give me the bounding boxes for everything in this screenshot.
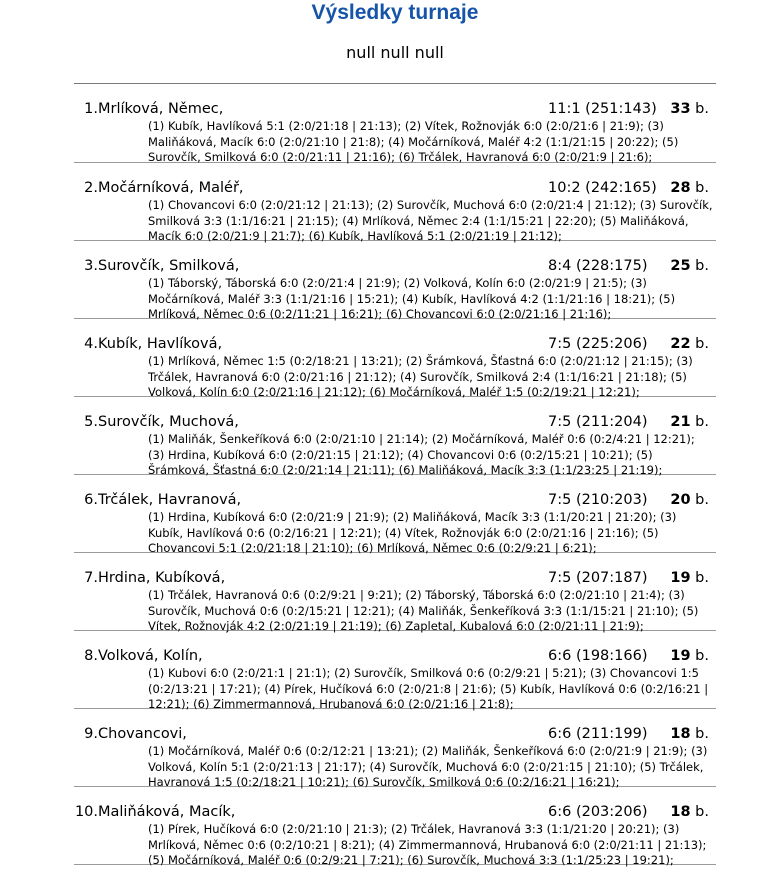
entry-header xyxy=(74,256,716,276)
entry-points xyxy=(670,802,709,822)
entry-matches: (1) Mrlíková, Němec 1:5 (0:2/18:21 | 13:21); (2) Šrámková, Šťastná 6:0 (2:0/21:12 | 21:15); (3) Trčálek, Havranová 6:0 (2:0/21:16 | 21:12); (4) Surovčík, Smilková 2:4 (1:1/16:21 | 21:18); (5) Volková, Kolín 6:0 (2:0/21:16 | 21:12); (6) Močárníková, Maléř 1:5 (0:2/19:21 | 12:21); xyxy=(148,354,693,399)
entry-header xyxy=(74,178,716,198)
entry-matches: (1) Močárníková, Maléř 0:6 (0:2/12:21 | 13:21); (2) Maliňák, Šenkeříková 6:0 (2:0/21:9 | 21:9); (3) Volková, Kolín 5:1 (2:0/21:13 | 21:17); (4) Surovčík, Muchová 6:0 (2:0/21:15 | 21:10); (5) Trčálek, Havranová 1:5 (0:2/18:21 | 10:21); (6) Surovčík, Smilková 0:6 (0:2/16:21 | 16:21); xyxy=(148,744,708,789)
entry-points-value: 19 xyxy=(670,570,691,586)
result-entry xyxy=(74,475,716,553)
entry-score: 8:4 (228:175) xyxy=(548,258,648,274)
entry-points xyxy=(670,99,709,119)
entry-team-name: Maliňáková, Macík, xyxy=(98,804,236,820)
page-title: Výsledky turnaje xyxy=(311,1,479,24)
entry-rank-name xyxy=(84,412,239,432)
entry-rank: 4. xyxy=(84,336,98,352)
result-entry xyxy=(74,787,716,865)
entry-matches: (1) Kubovi 6:0 (2:0/21:1 | 21:1); (2) Surovčík, Smilková 0:6 (0:2/9:21 | 5:21); (3) Chovancovi 1:5 (0:2/13:21 | 17:21); (4) Pírek, Hučíková 6:0 (2:0/21:8 | 21:6); (5) Kubík, Havlíková 0:6 (0:2/16:21 | 12:21); (6) Zimmermannová, Hrubanová 6:0 (2:0/21:16 | 21:8); xyxy=(148,666,709,711)
entry-team-name: Volková, Kolín, xyxy=(98,648,203,664)
entry-matches: (1) Chovancovi 6:0 (2:0/21:12 | 21:13); (2) Surovčík, Muchová 6:0 (2:0/21:4 | 21:12); (3) Surovčík, Smilková 3:3 (1:1/16:21 | 21:15); (4) Mrlíková, Němec 2:4 (1:1/15:21 | 22:20); (5) Maliňáková, Macík 6:0 (2:0/21:9 | 21:7); (6) Kubík, Havlíková 5:1 (2:0/21:19 | 21:12); xyxy=(148,198,713,243)
entry-rank: 1. xyxy=(84,101,98,117)
entry-points xyxy=(670,256,709,276)
entry-rank: 10. xyxy=(74,804,98,820)
result-entry xyxy=(74,241,716,319)
entry-points xyxy=(670,334,709,354)
entry-team-name: Trčálek, Havranová, xyxy=(98,492,242,508)
entry-rank: 8. xyxy=(84,648,98,664)
entry-points xyxy=(670,490,709,510)
result-entry xyxy=(74,84,716,163)
entry-team-name: Kubík, Havlíková, xyxy=(98,336,223,352)
entry-matches: (1) Pírek, Hučíková 6:0 (2:0/21:10 | 21:3); (2) Trčálek, Havranová 3:3 (1:1/21:20 | 20:21); (3) Mrlíková, Němec 0:6 (0:2/10:21 | 8:21); (4) Zimmermannová, Hrubanová 6:0 (2:0/21:11 | 21:13); (5) Močárníková, Maléř 0:6 (0:2/9:21 | 7:21); (6) Surovčík, Muchová 3:3 (1:1/25:23 | 19:21); xyxy=(148,822,707,867)
entry-points-unit: b. xyxy=(695,258,709,274)
entry-rank-name xyxy=(84,99,224,119)
entry-score: 7:5 (211:204) xyxy=(548,414,648,430)
entry-points-unit: b. xyxy=(695,101,709,117)
entry-header xyxy=(74,724,716,744)
entry-points-unit: b. xyxy=(695,414,709,430)
entry-header xyxy=(74,490,716,510)
entry-rank-name xyxy=(84,334,223,354)
entry-points-unit: b. xyxy=(695,648,709,664)
entry-points xyxy=(670,412,709,432)
entry-points-value: 21 xyxy=(670,414,691,430)
entry-score: 7:5 (207:187) xyxy=(548,570,648,586)
entry-rank: 9. xyxy=(84,726,98,742)
entry-score: 10:2 (242:165) xyxy=(548,180,657,196)
entry-matches: (1) Kubík, Havlíková 5:1 (2:0/21:18 | 21:13); (2) Vítek, Rožnovják 6:0 (2:0/21:6 | 21:9); (3) Maliňáková, Macík 6:0 (2:0/21:10 | 21:8); (4) Močárníková, Maléř 4:2 (1:1/21:15 | 20:22); (5) Surovčík, Smilková 6:0 (2:0/21:11 | 21:16); (6) Trčálek, Havranová 6:0 (2:0/21:9 | 21:6); xyxy=(148,119,679,164)
entry-rank: 6. xyxy=(84,492,98,508)
entry-score: 11:1 (251:143) xyxy=(548,101,657,117)
entry-points-unit: b. xyxy=(695,804,709,820)
entry-rank: 2. xyxy=(84,180,98,196)
entry-team-name: Močárníková, Maléř, xyxy=(98,180,244,196)
entry-rank: 5. xyxy=(84,414,98,430)
entry-rank-name xyxy=(84,724,187,744)
page-subtitle: null null null xyxy=(346,43,444,62)
result-entry xyxy=(74,553,716,631)
entry-team-name: Surovčík, Smilková, xyxy=(98,258,240,274)
entry-score: 6:6 (198:166) xyxy=(548,648,648,664)
entry-points-unit: b. xyxy=(695,570,709,586)
entry-points xyxy=(670,724,709,744)
entry-score: 6:6 (203:206) xyxy=(548,804,648,820)
entry-rank-name xyxy=(84,646,203,666)
entry-points-unit: b. xyxy=(695,492,709,508)
entry-header xyxy=(74,646,716,666)
entry-points-value: 22 xyxy=(670,336,691,352)
result-entry xyxy=(74,319,716,397)
result-entry xyxy=(74,397,716,475)
entry-matches: (1) Maliňák, Šenkeříková 6:0 (2:0/21:10 | 21:14); (2) Močárníková, Maléř 0:6 (0:2/4:21 | 12:21); (3) Hrdina, Kubíková 6:0 (2:0/21:15 | 21:12); (4) Chovancovi 0:6 (0:2/15:21 | 10:21); (5) Šrámková, Šťastná 6:0 (2:0/21:14 | 21:11); (6) Maliňáková, Macík 3:3 (1:1/23:25 | 21:19); xyxy=(148,432,695,477)
entry-rank: 7. xyxy=(84,570,98,586)
entry-points xyxy=(670,178,709,198)
results-list xyxy=(74,84,716,865)
entry-points-value: 25 xyxy=(670,258,691,274)
result-entry xyxy=(74,709,716,787)
entry-points xyxy=(670,646,709,666)
entry-header xyxy=(74,568,716,588)
entry-team-name: Mrlíková, Němec, xyxy=(98,101,224,117)
entry-header xyxy=(74,99,716,119)
entry-points-value: 33 xyxy=(670,101,691,117)
entry-team-name: Chovancovi, xyxy=(98,726,187,742)
entry-score: 6:6 (211:199) xyxy=(548,726,648,742)
entry-score: 7:5 (225:206) xyxy=(548,336,648,352)
entry-score: 7:5 (210:203) xyxy=(548,492,648,508)
entry-points-unit: b. xyxy=(695,336,709,352)
entry-points-value: 18 xyxy=(670,804,691,820)
entry-points xyxy=(670,568,709,588)
entry-header xyxy=(74,412,716,432)
entry-team-name: Surovčík, Muchová, xyxy=(98,414,239,430)
entry-header xyxy=(74,334,716,354)
result-entry xyxy=(74,163,716,241)
entry-points-unit: b. xyxy=(695,180,709,196)
entry-header xyxy=(74,802,716,822)
entry-team-name: Hrdina, Kubíková, xyxy=(98,570,226,586)
entry-rank-name xyxy=(74,802,236,822)
entry-rank: 3. xyxy=(84,258,98,274)
entry-points-value: 28 xyxy=(670,180,691,196)
entry-rank-name xyxy=(84,490,242,510)
entry-rank-name xyxy=(84,178,244,198)
entry-matches: (1) Trčálek, Havranová 0:6 (0:2/9:21 | 9:21); (2) Táborský, Táborská 6:0 (2:0/21:10 | 21:4); (3) Surovčík, Muchová 0:6 (0:2/15:21 | 12:21); (4) Maliňák, Šenkeříková 3:3 (1:1/15:21 | 21:10); (5) Vítek, Rožnovják 4:2 (2:0/21:19 | 21:19); (6) Zapletal, Kubalová 6:0 (2:0/21:11 | 21:9); xyxy=(148,588,699,633)
entry-matches: (1) Hrdina, Kubíková 6:0 (2:0/21:9 | 21:9); (2) Maliňáková, Macík 3:3 (1:1/20:21 | 21:20); (3) Kubík, Havlíková 0:6 (0:2/16:21 | 12:21); (4) Vítek, Rožnovják 6:0 (2:0/21:16 | 21:16); (5) Chovancovi 5:1 (2:0/21:18 | 21:10); (6) Mrlíková, Němec 0:6 (0:2/9:21 | 6:21); xyxy=(148,510,677,555)
entry-points-value: 18 xyxy=(670,726,691,742)
entry-points-value: 19 xyxy=(670,648,691,664)
entry-matches: (1) Táborský, Táborská 6:0 (2:0/21:4 | 21:9); (2) Volková, Kolín 6:0 (2:0/21:9 | 21:5); (3) Močárníková, Maléř 3:3 (1:1/21:16 | 15:21); (4) Kubík, Havlíková 4:2 (1:1/21:16 | 18:21); (5) Mrlíková, Němec 0:6 (0:2/11:21 | 16:21); (6) Chovancovi 6:0 (2:0/21:16 | 21:16); xyxy=(148,276,676,321)
entry-rank-name xyxy=(84,568,226,588)
entry-points-unit: b. xyxy=(695,726,709,742)
entry-points-value: 20 xyxy=(670,492,691,508)
entry-rank-name xyxy=(84,256,240,276)
result-entry xyxy=(74,631,716,709)
